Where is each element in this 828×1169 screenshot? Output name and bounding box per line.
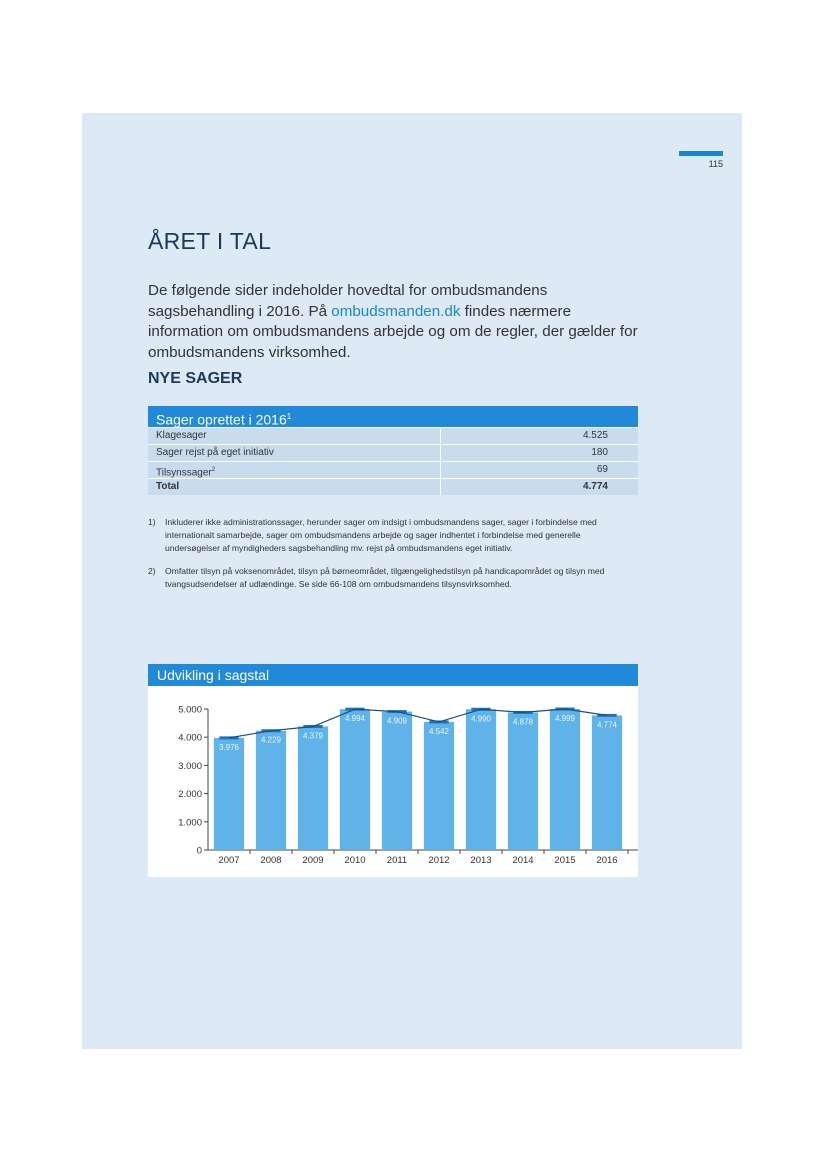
x-tick-label: 2015: [554, 855, 576, 866]
footnote: [148, 565, 618, 591]
footnote-text: Inkluderer ikke administrationssager, herunder sager om indsigt i ombudsmandens sager, sager i forbindelse med internationalt samarbejde, sager om ombudsmandens arbejde og sager indhentet i forbindelse med generelle undersøgelser af myndigheders sagsbehandling mv. rejst på ombudsmandens eget initiativ.: [165, 517, 597, 553]
footnote-text: Omfatter tilsyn på voksenområdet, tilsyn på børneområdet, tilgængelighedstilsyn på handicapområdet og tilsyn med tvangsudsendelser af udlændinge. Se side 66-108 om ombudsmandens tilsynsvirksomhed.: [165, 566, 605, 589]
intro-paragraph: [148, 281, 648, 363]
case-count-chart: [148, 686, 638, 877]
row-label: Tilsynssager: [156, 467, 212, 479]
table-title: Sager oprettet i 2016: [156, 411, 287, 428]
table-total-row: [148, 478, 638, 495]
row-label: Total: [156, 481, 180, 492]
table-title-footnote: 1: [286, 412, 292, 421]
chart-panel: [148, 664, 638, 877]
table-row: [148, 427, 638, 444]
data-label: 4.990: [470, 714, 492, 724]
data-label: 4.229: [260, 735, 282, 745]
x-tick-label: 2012: [428, 855, 450, 866]
table-row: [148, 461, 638, 478]
table-row: [148, 444, 638, 461]
row-footnote: 2: [211, 467, 216, 473]
row-label: Klagesager: [156, 430, 207, 441]
bar: [508, 712, 538, 850]
data-label: 4.878: [512, 717, 534, 727]
footnote-number: 2): [148, 566, 156, 576]
page-heading: ÅRET I TAL: [148, 228, 272, 254]
bar: [382, 712, 412, 850]
ombudsmanden-link[interactable]: ombudsmanden.dk: [331, 302, 461, 320]
section-title: NYE SAGER: [148, 370, 243, 387]
data-label: 4.774: [596, 720, 618, 730]
row-label: Sager rejst på eget initiativ: [156, 447, 274, 458]
row-value: 4.525: [582, 430, 608, 441]
page-marker-bar: [679, 151, 723, 156]
x-tick-label: 2008: [260, 855, 282, 866]
y-tick-label: 2.000: [178, 789, 202, 801]
data-label: 4.909: [386, 716, 408, 726]
chart-header: Udvikling i sagstal: [148, 664, 638, 686]
bar: [256, 731, 286, 850]
y-tick-label: 5.000: [178, 704, 202, 716]
x-tick-label: 2013: [470, 855, 492, 866]
x-tick-label: 2007: [218, 855, 240, 866]
bar: [214, 738, 244, 850]
bar: [298, 727, 328, 850]
intro-text-end: findes nærmere information om ombudsmandens arbejde og om de regler, der gælder for ombudsmandens virksomhed.: [148, 302, 638, 361]
bar: [466, 709, 496, 850]
x-tick-label: 2014: [512, 855, 534, 866]
footnote: [148, 516, 618, 555]
x-tick-label: 2010: [344, 855, 366, 866]
data-label: 3.976: [218, 742, 240, 752]
cases-table: [148, 406, 638, 495]
y-tick-label: 4.000: [178, 732, 202, 744]
row-value: 69: [596, 464, 608, 475]
table-header: [148, 406, 638, 427]
data-label: 4.994: [344, 714, 366, 724]
page-number: 115: [708, 159, 723, 169]
row-value: 180: [591, 447, 608, 458]
x-tick-label: 2011: [386, 855, 408, 866]
bar: [592, 715, 622, 850]
document-page: [82, 113, 742, 1049]
y-tick-label: 0: [196, 845, 202, 857]
y-tick-label: 3.000: [178, 760, 202, 772]
data-label: 4.999: [554, 714, 576, 724]
y-tick-label: 1.000: [178, 817, 202, 829]
intro-text-start: De følgende sider indeholder hovedtal for ombudsmandens sagsbehandling i 2016. På: [148, 282, 548, 320]
x-tick-label: 2016: [596, 855, 618, 866]
bar: [550, 709, 580, 850]
row-value: 4.774: [582, 481, 608, 492]
footnote-number: 1): [148, 517, 156, 527]
bar: [424, 722, 454, 850]
data-label: 4.379: [302, 731, 324, 741]
bar: [340, 709, 370, 850]
x-tick-label: 2009: [302, 855, 324, 866]
data-label: 4.542: [428, 726, 450, 736]
footnotes: [148, 516, 618, 601]
